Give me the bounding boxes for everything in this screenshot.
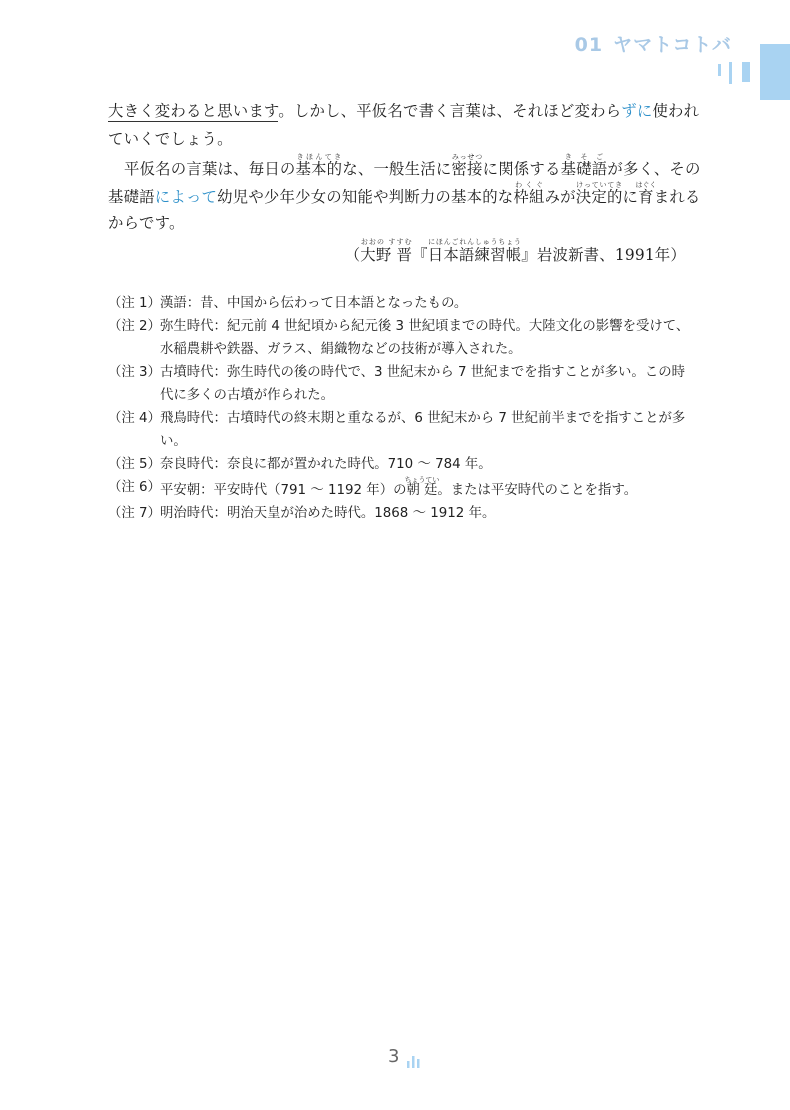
page-number: 3 xyxy=(388,1046,400,1067)
footnote-text: 漢語：昔、中国から伝わって日本語となったもの。 xyxy=(160,296,468,311)
header-decoration-tick-1 xyxy=(718,64,721,76)
header-decoration-tick-2 xyxy=(729,62,732,84)
footnote-text-part: 平安朝：平安時代（791 ～ 1192 年）の xyxy=(160,483,407,498)
passage-text: 使われ xyxy=(652,102,700,120)
ruby-word xyxy=(575,181,623,206)
footnote-text: 明治時代：明治天皇が治めた時代。1868 ～ 1912 年。 xyxy=(160,506,496,521)
ruby-word xyxy=(404,476,440,498)
ruby-reading: けっていてき xyxy=(575,181,623,189)
passage-text: に関係する xyxy=(482,160,561,178)
footnote xyxy=(108,315,698,361)
ruby-reading: きほんてき xyxy=(295,153,343,161)
citation-text: 『 xyxy=(412,246,428,264)
footnote-text: 奈良時代：奈良に都が置かれた時代。710 ～ 784 年。 xyxy=(160,457,492,472)
passage-line-5: からです。 xyxy=(108,214,185,232)
ruby-reading: わくぐ xyxy=(513,181,545,189)
passage-text: な、一般生活に xyxy=(342,160,452,178)
footnote-label: （注 2） xyxy=(108,319,161,334)
footnote-text: 飛鳥時代：古墳時代の終末期と重なるが、6 世紀末から 7 世紀前半までを指すことが多い。 xyxy=(160,411,686,449)
chapter-number: 01 xyxy=(574,34,604,56)
ruby-reading: にほんごれんしゅうちょう xyxy=(427,238,522,246)
ruby-reading: みっせつ xyxy=(451,153,483,161)
passage-line-2: ていくでしょう。 xyxy=(108,130,233,148)
ruby-base: 育 xyxy=(635,188,657,206)
passage-text: 基礎語 xyxy=(108,188,155,206)
ruby-base: 密接 xyxy=(451,160,483,178)
passage-text: まれる xyxy=(653,188,701,206)
ruby-reading: ちょうてい xyxy=(404,476,440,484)
citation-book-title xyxy=(427,238,522,264)
ruby-reading: きそご xyxy=(560,153,608,161)
passage-line-4 xyxy=(108,181,701,209)
citation-author xyxy=(360,238,413,264)
ruby-word xyxy=(295,153,343,178)
footnote xyxy=(108,407,698,453)
footnote-label: （注 3） xyxy=(108,365,161,380)
citation xyxy=(108,237,686,265)
ruby-base: 大野 晋 xyxy=(360,246,413,264)
page-number-bars-icon xyxy=(406,1052,422,1068)
passage-text: が多く、その xyxy=(607,160,701,178)
header-decoration-bar-large xyxy=(760,44,790,100)
footnote-label: （注 7） xyxy=(108,506,161,521)
passage-text: に xyxy=(622,188,639,206)
ruby-reading: おおの すすむ xyxy=(360,238,413,246)
citation-text: 』岩波新書、1991年） xyxy=(521,246,686,264)
ruby-base: 枠組 xyxy=(513,188,545,206)
footnotes xyxy=(108,292,698,525)
ruby-base: 日本語練習帳 xyxy=(427,246,522,264)
ruby-base: 基礎語 xyxy=(560,160,608,178)
passage-text: 平仮名の言葉は、毎日の xyxy=(124,160,296,178)
footnote-label: （注 4） xyxy=(108,411,161,426)
highlighted-word: によって xyxy=(154,188,218,206)
chapter-heading xyxy=(575,30,732,57)
ruby-reading: はぐく xyxy=(635,181,657,189)
passage-line-3 xyxy=(108,153,701,181)
passage-line-1 xyxy=(108,97,700,125)
footnote xyxy=(108,292,698,315)
footnote-text-part: 。または平安時代のことを指す。 xyxy=(437,483,638,498)
passage-text: 。しかし、平仮名で書く言葉は、それほど変わら xyxy=(278,102,622,120)
footnote-text: 古墳時代：弥生時代の後の時代で、3 世紀末から 7 世紀までを指すことが多い。この時代に多くの古墳が作られた。 xyxy=(160,365,685,403)
footnote-label: （注 5） xyxy=(108,457,161,472)
passage-text: 幼児や少年少女の知能や判断力の基本的な xyxy=(217,188,514,206)
ruby-word xyxy=(513,181,545,206)
ruby-word xyxy=(635,181,657,206)
header-decoration-bar-small xyxy=(742,62,750,82)
footnote-label: （注 6） xyxy=(108,480,161,495)
ruby-base: 基本的 xyxy=(295,160,343,178)
ruby-base: 朝廷 xyxy=(404,483,440,498)
footnote-text: 弥生時代：紀元前 4 世紀頃から紀元後 3 世紀頃までの時代。大陸文化の影響を受けて、水稲農耕や鉄器、ガラス、絹織物などの技術が導入された。 xyxy=(160,319,690,357)
passage-text: みが xyxy=(544,188,576,206)
footnote xyxy=(108,361,698,407)
citation-text: （ xyxy=(344,246,361,264)
chapter-title: ヤマトコトバ xyxy=(613,34,732,56)
main-passage xyxy=(108,97,701,265)
footnote-label: （注 1） xyxy=(108,296,161,311)
highlighted-word: ずに xyxy=(621,102,653,120)
page-header xyxy=(0,0,790,100)
footnote xyxy=(108,502,698,525)
ruby-word xyxy=(451,153,483,178)
underlined-phrase: 大きく変わると思います xyxy=(108,102,279,120)
footnote xyxy=(108,476,698,502)
ruby-word xyxy=(560,153,608,178)
footnote-text xyxy=(160,476,698,502)
ruby-base: 決定的 xyxy=(575,188,623,206)
footnote xyxy=(108,453,698,476)
